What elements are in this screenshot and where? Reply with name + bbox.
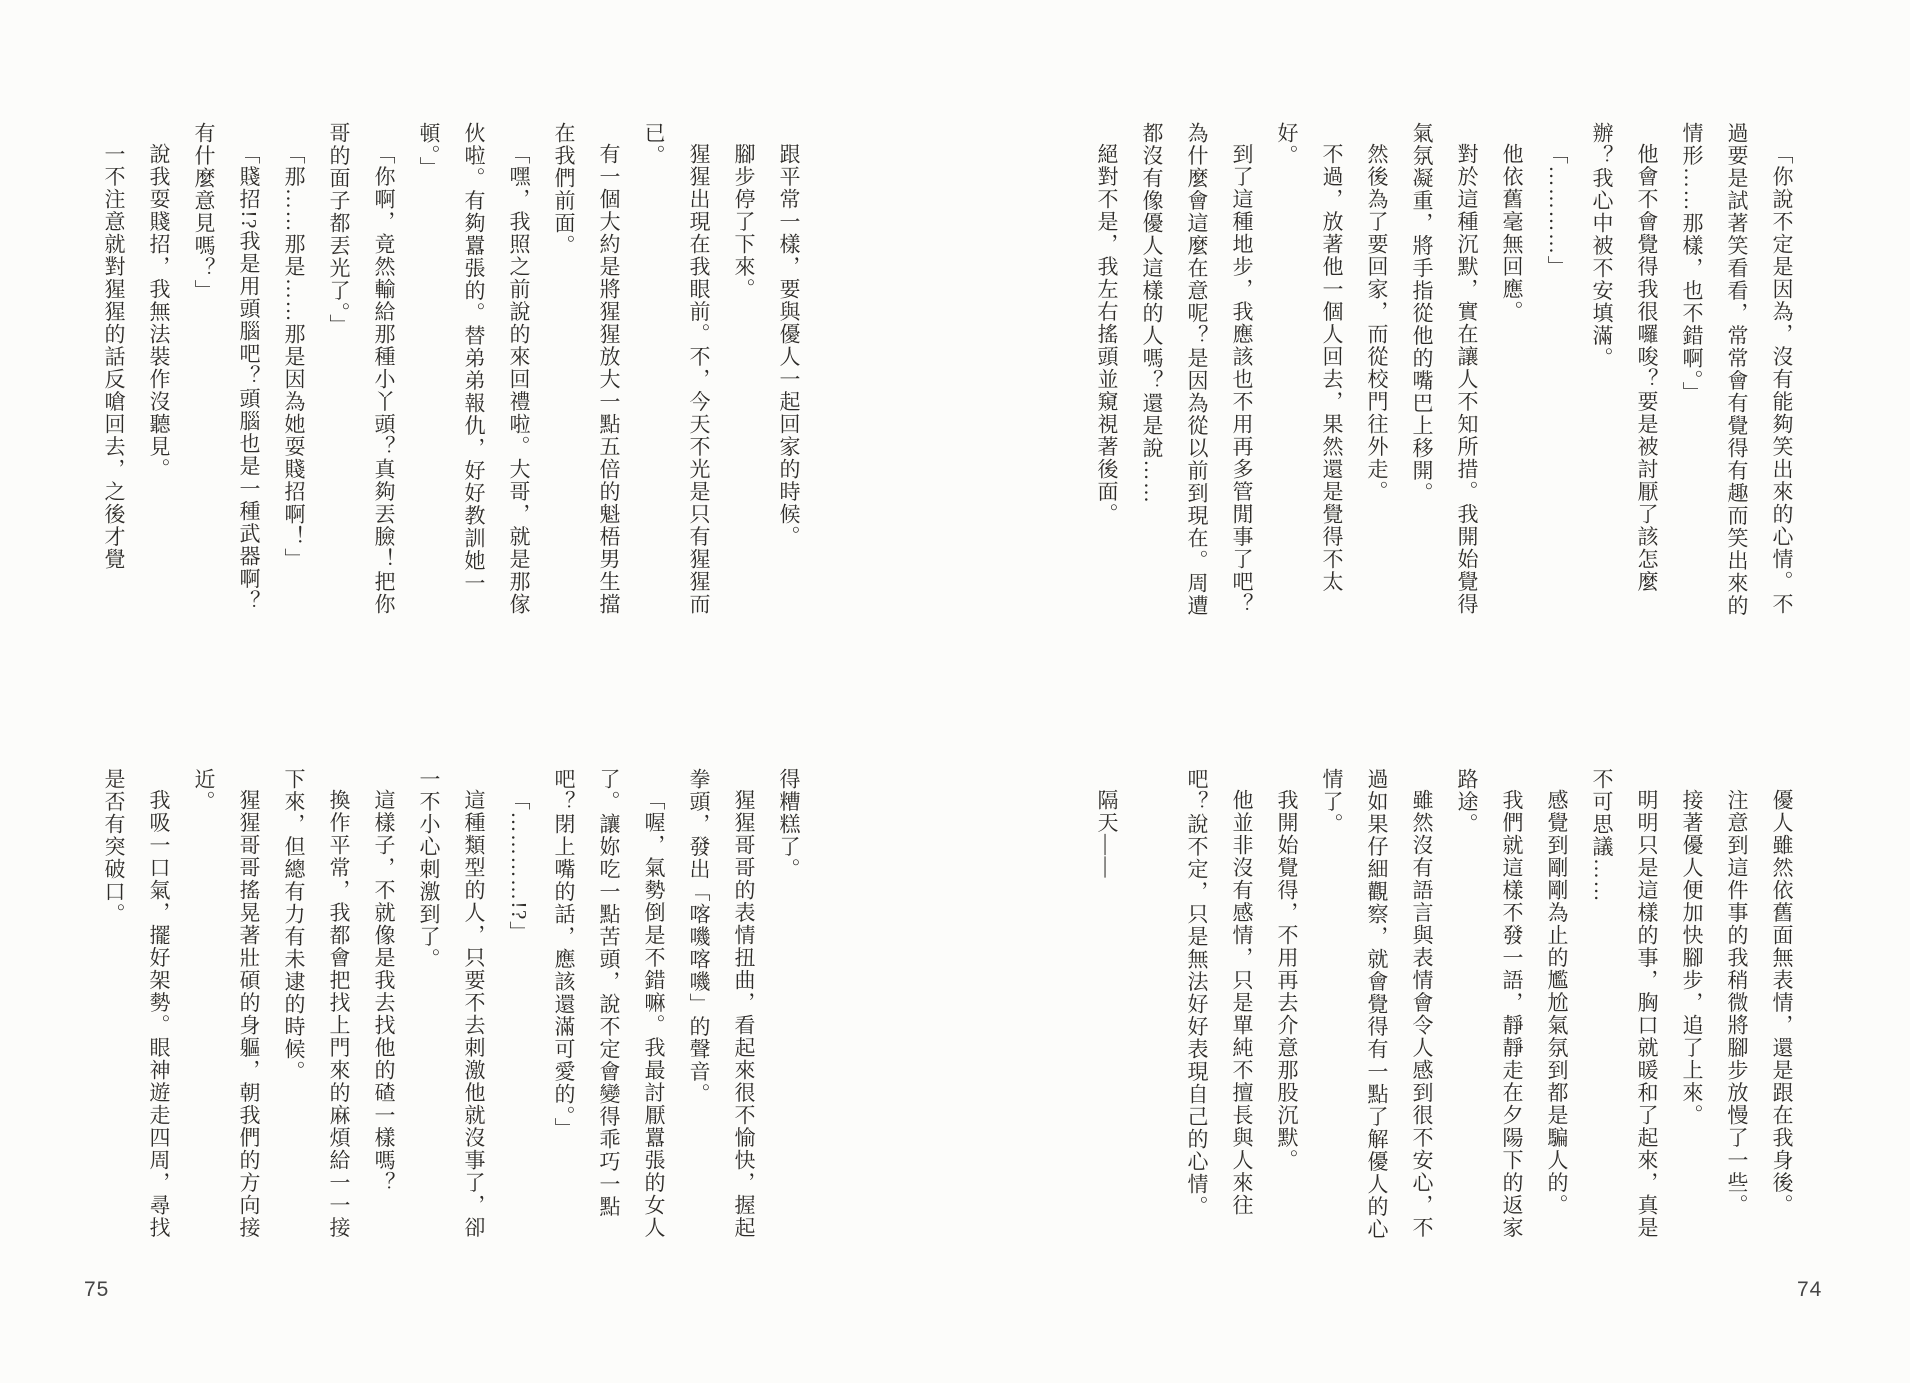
paragraph: 雖然沒有語言與表情會令人感到很不安心，不過如果仔細觀察，就會覺得有一點了解優人的心情了。 — [1320, 768, 1434, 1241]
paragraph: 感覺到剛剛為止的尷尬氣氛到都是騙人的。 — [1545, 789, 1569, 1217]
paragraph: 一不注意就對猩猩的話反嗆回去，之後才覺 — [102, 143, 126, 571]
paragraph: 隔天—— — [1095, 789, 1119, 879]
paragraph: 我開始覺得，不用再去介意那股沉默。 — [1275, 789, 1299, 1172]
paragraph: 優人雖然依舊面無表情，還是跟在我身後。 — [1770, 789, 1794, 1217]
paragraph: 有一個大約是將猩猩放大一點五倍的魁梧男生擋在我們前面。 — [552, 122, 621, 616]
text-block-right-top — [1080, 122, 1804, 622]
paragraph: 明明只是這樣的事，胸口就暖和了起來，真是不可思議…… — [1590, 768, 1659, 1239]
paragraph: 「…………」 — [1545, 143, 1569, 278]
paragraph: 然後為了要回家，而從校門往外走。 — [1365, 143, 1389, 503]
paragraph: 「賤招!?我是用頭腦吧？頭腦也是一種武器啊？有什麼意見嗎？」 — [192, 122, 261, 613]
paragraph: 說我耍賤招，我無法裝作沒聽見。 — [147, 143, 171, 481]
paragraph: 猩猩哥哥搖晃著壯碩的身軀，朝我們的方向接近。 — [192, 768, 261, 1239]
paragraph: 這種類型的人，只要不去刺激他就沒事了，卻一不小心刺激到了。 — [417, 768, 486, 1239]
page-number-right: 74 — [1797, 1278, 1823, 1301]
paragraph: 不過，放著他一個人回去，果然還是覺得不太好。 — [1275, 122, 1344, 593]
text-block-left-bottom — [102, 768, 811, 1244]
paragraph: 腳步停了下來。 — [732, 143, 756, 301]
paragraph: 「你說不定是因為，沒有能夠笑出來的心情。不過要是試著笑看看，常常會有覺得有趣而笑出來的情形……那樣，也不錯啊。」 — [1680, 122, 1794, 617]
paragraph: 對於這種沉默，實在讓人不知所措。我開始覺得氣氛凝重，將手指從他的嘴巴上移開。 — [1410, 122, 1479, 616]
paragraph: 換作平常，我都會把找上門來的麻煩給一一接下來，但總有力有未逮的時候。 — [282, 768, 351, 1239]
paragraph: 猩猩哥哥的表情扭曲，看起來很不愉快，握起拳頭，發出「喀嘰喀嘰」的聲音。 — [687, 768, 756, 1239]
page-number-left: 75 — [84, 1278, 110, 1301]
paragraph: 絕對不是，我左右搖頭並窺視著後面。 — [1095, 143, 1119, 526]
paragraph: 這樣子，不就像是我去找他的碴一樣嗎？ — [372, 789, 396, 1194]
paragraph: 他依舊毫無回應。 — [1500, 143, 1524, 323]
paragraph: 「嘿，我照之前說的來回禮啦。大哥，就是那傢伙啦。有夠囂張的。替弟弟報仇，好好教訓她一頓。」 — [417, 122, 531, 616]
paragraph: 「你啊，竟然輸給那種小丫頭？真夠丟臉！把你哥的面子都丟光了。」 — [327, 122, 396, 616]
paragraph: 接著優人便加快腳步，追了上來。 — [1680, 789, 1704, 1127]
paragraph: 我們就這樣不發一語，靜靜走在夕陽下的返家路途。 — [1455, 768, 1524, 1239]
paragraph: 跟平常一樣，要與優人一起回家的時候。 — [777, 143, 801, 548]
paragraph: 他會不會覺得我很囉唆？要是被討厭了該怎麼辦？我心中被不安填滿。 — [1590, 122, 1659, 593]
paragraph: 得糟糕了。 — [777, 768, 801, 881]
column-gap — [1129, 768, 1174, 1244]
paragraph: 「那……那是……那是因為她耍賤招啊！」 — [282, 143, 306, 571]
paragraph: 「…………!?」 — [507, 789, 531, 944]
text-block-right-bottom — [1080, 768, 1804, 1244]
paragraph: 「喔，氣勢倒是不錯嘛。我最討厭囂張的女人了。讓妳吃一點苦頭，說不定會變得乖巧一點吧？閉上嘴的話，應該還滿可愛的。」 — [552, 768, 666, 1239]
paragraph: 他並非沒有感情，只是單純不擅長與人來往吧？說不定，只是無法好好表現自己的心情。 — [1185, 768, 1254, 1218]
page-right — [955, 0, 1910, 1383]
paragraph: 我吸一口氣，擺好架勢。眼神遊走四周，尋找是否有突破口。 — [102, 768, 171, 1239]
paragraph: 到了這種地步，我應該也不用再多管閒事了吧？為什麼會這麼在意呢？是因為從以前到現在。周遭都沒有像優人這樣的人嗎？還是說…… — [1140, 122, 1254, 617]
paragraph: 注意到這件事的我稍微將腳步放慢了一些。 — [1725, 789, 1749, 1217]
text-block-left-top — [102, 122, 811, 622]
paragraph: 猩猩出現在我眼前。不，今天不光是只有猩猩而已。 — [642, 122, 711, 616]
